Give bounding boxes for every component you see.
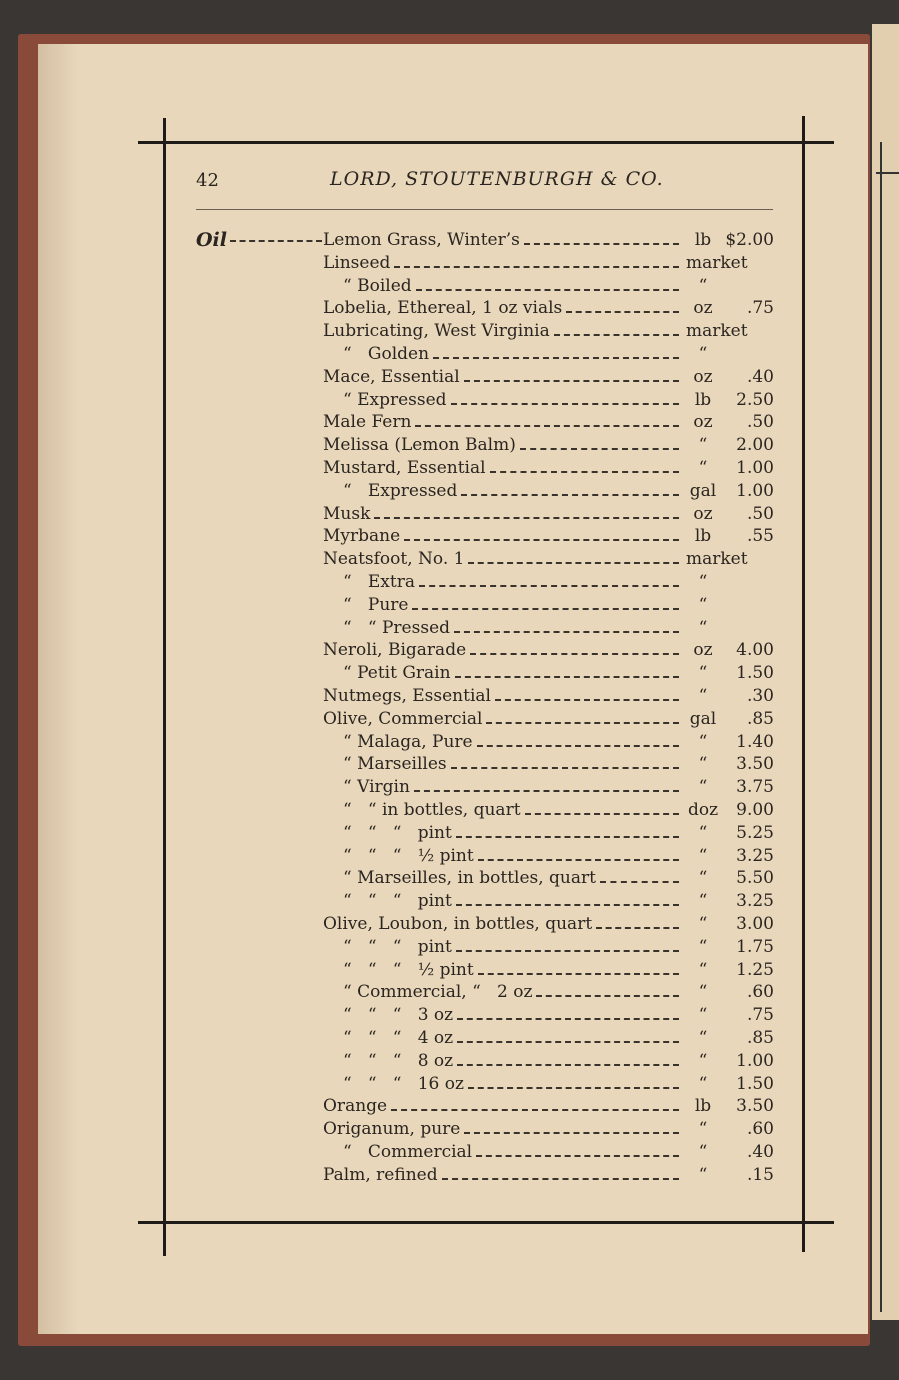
item-name-text: “ Expressed: [343, 389, 447, 410]
item-name-text: Musk: [323, 503, 371, 524]
section-label: Oil: [196, 229, 227, 251]
list-item: [0, 937, 899, 960]
section-leader: [230, 240, 322, 242]
item-unit: lb: [694, 230, 712, 250]
item-name-text: “ Boiled: [343, 275, 412, 296]
list-item: [0, 344, 899, 367]
list-item: [0, 572, 899, 595]
page-number: 42: [196, 170, 219, 191]
item-name: [323, 435, 683, 455]
item-price: $2.00: [725, 230, 774, 250]
dot-leader: [461, 494, 679, 496]
dot-leader: [412, 608, 679, 610]
dot-leader: [464, 380, 679, 382]
list-item: [0, 390, 899, 413]
list-item: [0, 640, 899, 663]
item-name: [323, 686, 683, 706]
dot-leader: [415, 425, 679, 427]
running-head: LORD, STOUTENBURGH & CO.: [330, 168, 664, 190]
item-name: [323, 412, 683, 432]
dot-leader: [454, 631, 679, 633]
list-item: [0, 1096, 899, 1119]
item-name: [323, 526, 683, 546]
dot-leader: [490, 471, 679, 473]
list-item: [0, 777, 899, 800]
item-price: .60: [746, 982, 774, 1003]
list-item: [0, 595, 899, 618]
item-name: [323, 458, 683, 478]
item-name: [323, 344, 683, 364]
list-item: [0, 253, 899, 276]
item-unit: oz: [693, 298, 713, 319]
item-name: [323, 868, 683, 888]
item-name: [323, 367, 683, 387]
list-item: [0, 709, 899, 732]
item-name: [323, 1074, 683, 1094]
item-unit: “: [698, 754, 708, 775]
item-name-text: “ “ “ 3 oz: [343, 1005, 454, 1026]
item-unit: “: [698, 435, 708, 456]
item-price: .30: [746, 686, 774, 706]
item-name: [323, 823, 683, 843]
item-price: 2.50: [736, 389, 774, 410]
item-name-text: “ “ Pressed: [343, 617, 451, 638]
item-unit: “: [698, 1050, 708, 1071]
item-unit: oz: [693, 366, 713, 387]
item-name-text: Neatsfoot, No. 1: [323, 549, 465, 570]
list-item: [0, 891, 899, 914]
list-item: [0, 846, 899, 869]
item-name: [323, 549, 683, 569]
dot-leader: [414, 790, 679, 792]
item-name-text: Linseed: [323, 252, 391, 273]
item-name: [323, 504, 683, 524]
dot-leader: [478, 973, 679, 975]
item-unit: “: [698, 686, 708, 706]
item-name-text: Nutmegs, Essential: [323, 686, 491, 706]
item-price: 3.50: [736, 754, 774, 775]
list-item: [0, 504, 899, 527]
item-name-text: “ Golden: [343, 344, 430, 364]
item-price: .15: [746, 1164, 774, 1185]
item-name-text: Mace, Essential: [323, 366, 460, 387]
list-item: [0, 1119, 899, 1142]
item-name-text: “ “ “ pint: [343, 891, 452, 912]
item-name: [323, 777, 683, 797]
item-price: .85: [746, 1028, 774, 1048]
item-unit: “: [698, 845, 708, 866]
item-name-text: Male Fern: [323, 412, 412, 433]
item-name-text: Orange: [323, 1096, 388, 1117]
item-price: 3.25: [736, 845, 774, 866]
dot-leader: [451, 403, 679, 405]
item-price: .60: [746, 1119, 774, 1140]
list-item: [0, 298, 899, 321]
list-item: [0, 686, 899, 709]
item-name-text: “ Marseilles, in bottles, quart: [343, 868, 596, 889]
list-item: [0, 823, 899, 846]
item-name-text: Mustard, Essential: [323, 458, 486, 478]
item-price: .75: [746, 1005, 774, 1026]
item-name-text: “ Malaga, Pure: [343, 731, 473, 752]
item-name: [323, 800, 683, 820]
list-item: [0, 868, 899, 891]
item-unit: lb: [694, 389, 712, 410]
dot-leader: [433, 357, 679, 359]
item-price: 4.00: [736, 640, 774, 661]
bottom-rule: [138, 1221, 834, 1224]
item-unit: oz: [693, 640, 713, 661]
item-unit: “: [698, 731, 708, 752]
list-item: [0, 1142, 899, 1165]
dot-leader: [456, 950, 679, 952]
item-name-text: Lobelia, Ethereal, 1 oz vials: [323, 298, 563, 319]
item-unit: “: [698, 1164, 708, 1185]
item-name: [323, 709, 683, 729]
dot-leader: [456, 904, 679, 906]
item-name: [323, 1119, 683, 1139]
dot-leader: [394, 266, 679, 268]
item-name-text: “ Virgin: [343, 777, 410, 798]
item-unit: “: [698, 663, 708, 684]
item-unit: “: [698, 1142, 708, 1162]
list-item: [0, 618, 899, 641]
dot-leader: [457, 1041, 679, 1043]
item-name: [323, 595, 683, 615]
item-unit: “: [698, 594, 708, 615]
item-price: 1.25: [736, 959, 774, 980]
item-price: 3.00: [736, 914, 774, 934]
item-name-text: Palm, refined: [323, 1164, 438, 1185]
item-name: [323, 1096, 683, 1116]
item-name: [323, 572, 683, 592]
item-name: [323, 1142, 683, 1162]
item-unit: market: [686, 321, 748, 342]
list-item: [0, 800, 899, 823]
item-price: .75: [746, 298, 774, 319]
item-name-text: “ “ “ ½ pint: [343, 845, 474, 866]
list-item: [0, 435, 899, 458]
item-name: [323, 937, 683, 957]
item-price: 2.00: [736, 435, 774, 456]
dot-leader: [374, 517, 679, 519]
item-name: [323, 253, 683, 273]
dot-leader: [525, 813, 679, 815]
list-item: [0, 458, 899, 481]
item-name-text: “ Pure: [343, 594, 409, 615]
list-item: [0, 367, 899, 390]
item-name: [323, 230, 683, 250]
dot-leader: [536, 995, 679, 997]
item-price: .50: [746, 412, 774, 433]
item-name: [323, 321, 683, 341]
item-price: 1.00: [736, 480, 774, 501]
list-item: [0, 230, 899, 253]
list-item: [0, 481, 899, 504]
next-page-rule-h: [876, 172, 899, 174]
item-name: [323, 732, 683, 752]
item-name: [323, 891, 683, 911]
list-item: [0, 982, 899, 1005]
item-unit: “: [698, 936, 708, 957]
item-price: 5.25: [736, 822, 774, 843]
item-name: [323, 640, 683, 660]
list-item: [0, 526, 899, 549]
item-unit: “: [698, 914, 708, 934]
list-item: [0, 276, 899, 299]
dot-leader: [470, 653, 679, 655]
dot-leader: [520, 448, 679, 450]
dot-leader: [478, 859, 679, 861]
dot-leader: [391, 1109, 679, 1111]
dot-leader: [476, 1155, 679, 1157]
dot-leader: [419, 585, 679, 587]
item-name-text: Melissa (Lemon Balm): [323, 435, 516, 456]
dot-leader: [486, 722, 679, 724]
item-unit: “: [698, 572, 708, 592]
item-name-text: Lemon Grass, Winter’s: [323, 230, 520, 250]
header-rule: [196, 209, 773, 210]
item-name-text: “ Petit Grain: [343, 663, 451, 684]
item-unit: lb: [694, 526, 712, 547]
list-item: [0, 1005, 899, 1028]
item-unit: “: [698, 868, 708, 889]
list-item: [0, 732, 899, 755]
item-name: [323, 1005, 683, 1025]
dot-leader: [455, 676, 679, 678]
item-unit: oz: [693, 412, 713, 433]
list-item: [0, 960, 899, 983]
dot-leader: [456, 836, 679, 838]
item-unit: “: [698, 1005, 708, 1026]
dot-leader: [404, 539, 679, 541]
item-name-text: “ Extra: [343, 572, 415, 592]
dot-leader: [442, 1178, 679, 1180]
item-name-text: Origanum, pure: [323, 1119, 461, 1140]
top-rule: [138, 141, 834, 144]
item-name: [323, 298, 683, 318]
item-unit: “: [698, 275, 708, 296]
item-name-text: “ Commercial, “ 2 oz: [343, 982, 533, 1003]
dot-leader: [524, 243, 679, 245]
item-unit: “: [698, 777, 708, 798]
item-name: [323, 914, 683, 934]
item-price: 9.00: [736, 800, 774, 820]
list-item: [0, 412, 899, 435]
item-unit: lb: [694, 1096, 712, 1117]
item-name-text: “ “ “ pint: [343, 936, 452, 957]
item-name-text: “ Expressed: [343, 480, 458, 501]
item-price: .85: [746, 708, 774, 729]
item-name-text: “ Marseilles: [343, 754, 447, 775]
item-price: 1.50: [736, 1073, 774, 1094]
item-unit: market: [686, 252, 748, 273]
dot-leader: [468, 1087, 679, 1089]
item-name-text: Neroli, Bigarade: [323, 640, 467, 661]
list-item: [0, 1074, 899, 1097]
item-price: 1.75: [736, 936, 774, 957]
item-unit: “: [698, 982, 708, 1003]
list-item: [0, 914, 899, 937]
item-name-text: Olive, Commercial: [323, 708, 483, 729]
list-item: [0, 754, 899, 777]
item-name: [323, 846, 683, 866]
dot-leader: [600, 881, 679, 883]
item-unit: “: [698, 959, 708, 980]
list-item: [0, 549, 899, 572]
item-name: [323, 960, 683, 980]
item-name: [323, 663, 683, 683]
item-price: .55: [746, 526, 774, 547]
item-unit: “: [698, 1028, 708, 1048]
item-price: .40: [746, 366, 774, 387]
dot-leader: [464, 1132, 679, 1134]
dot-leader: [457, 1064, 679, 1066]
item-unit: “: [698, 822, 708, 843]
dot-leader: [477, 745, 679, 747]
item-name-text: “ “ “ pint: [343, 822, 452, 843]
item-price: 3.75: [736, 777, 774, 798]
item-unit: gal: [689, 708, 717, 729]
item-price: 1.40: [736, 731, 774, 752]
item-unit: doz: [687, 800, 719, 820]
list-item: [0, 1051, 899, 1074]
dot-leader: [554, 334, 679, 336]
item-name: [323, 1165, 683, 1185]
item-unit: “: [698, 1073, 708, 1094]
item-unit: “: [698, 344, 708, 364]
item-name-text: “ “ “ 16 oz: [343, 1073, 464, 1094]
dot-leader: [416, 289, 679, 291]
dot-leader: [566, 311, 679, 313]
item-name-text: Olive, Loubon, in bottles, quart: [323, 914, 593, 934]
item-name: [323, 390, 683, 410]
item-unit: gal: [689, 480, 717, 501]
item-price: .40: [746, 1142, 774, 1162]
item-price: 3.50: [736, 1096, 774, 1117]
item-name-text: “ “ in bottles, quart: [343, 800, 521, 820]
dot-leader: [457, 1018, 679, 1020]
list-item: [0, 1165, 899, 1188]
item-name-text: Lubricating, West Virginia: [323, 321, 550, 342]
item-unit: “: [698, 1119, 708, 1140]
dot-leader: [468, 562, 679, 564]
item-name: [323, 276, 683, 296]
item-name: [323, 754, 683, 774]
item-price: 5.50: [736, 868, 774, 889]
item-price: 3.25: [736, 891, 774, 912]
item-name: [323, 1028, 683, 1048]
item-name-text: “ “ “ ½ pint: [343, 959, 474, 980]
item-unit: “: [698, 617, 708, 638]
item-unit: “: [698, 458, 708, 478]
item-name-text: Myrbane: [323, 526, 401, 547]
dot-leader: [495, 699, 679, 701]
item-name-text: “ “ “ 4 oz: [343, 1028, 454, 1048]
item-name-text: “ “ “ 8 oz: [343, 1050, 454, 1071]
item-name: [323, 982, 683, 1002]
item-name-text: “ Commercial: [343, 1142, 473, 1162]
item-price: .50: [746, 503, 774, 524]
dot-leader: [451, 767, 679, 769]
list-item: [0, 321, 899, 344]
list-item: [0, 1028, 899, 1051]
item-price: 1.00: [736, 458, 774, 478]
item-unit: oz: [693, 503, 713, 524]
item-price: 1.00: [736, 1050, 774, 1071]
item-name: [323, 481, 683, 501]
item-unit: market: [686, 549, 748, 570]
item-name: [323, 1051, 683, 1071]
list-item: [0, 663, 899, 686]
dot-leader: [596, 927, 679, 929]
item-unit: “: [698, 891, 708, 912]
item-price: 1.50: [736, 663, 774, 684]
item-name: [323, 618, 683, 638]
